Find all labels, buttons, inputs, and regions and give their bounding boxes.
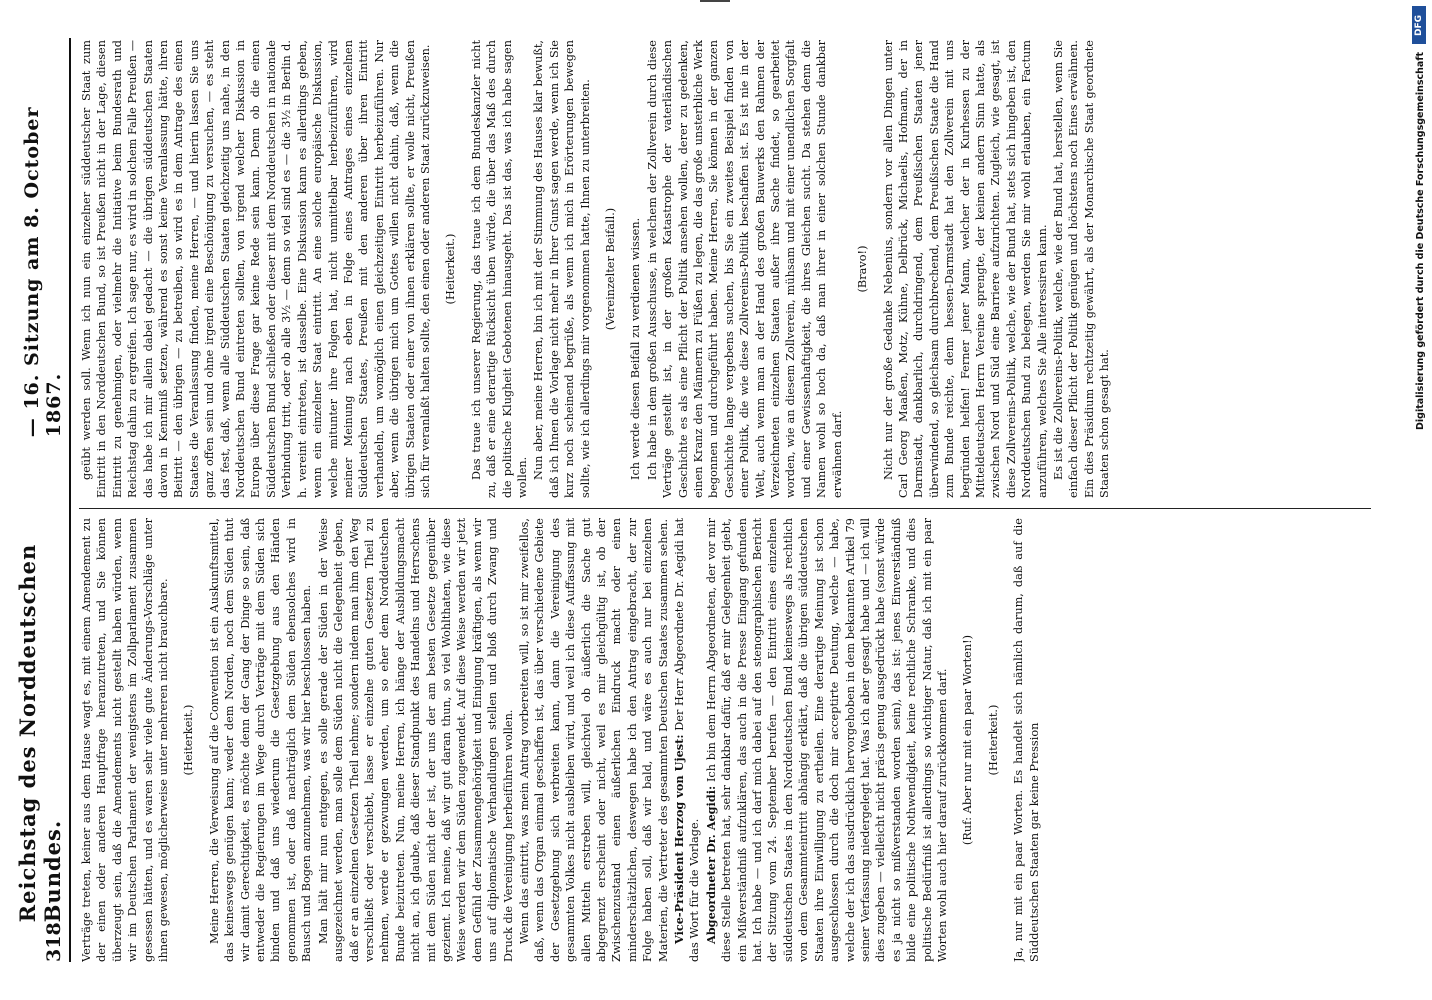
digitization-credit: Digitalisierung gefördert durch die Deutsche Forschungsgemeinschaft bbox=[1415, 52, 1426, 430]
paragraph: Das traue ich unserer Regierung, das traue ich dem Bundeskanzler nicht zu, daß er eine derartige Rücksicht üben würde, die über das Maß des durch die politische Klugheit Gebotenen hinausgeht. Das ist das, was ich habe sagen wollen. bbox=[469, 40, 529, 498]
paragraph: Man hält mir nun entgegen, es solle gerade der Süden in der Weise ausgezeichnet werden, man solle dem Süden nicht die Gelegenheit geben, daß er an einzelnen Gesetzen Theil nehme; sondern indem man ihm den Weg verschließt oder verschiebt, lasse er einzelne guten Gesetzen Theil zu nehmen, werde er gezwungen werden, um so eher dem Norddeutschen Bunde beizutreten. Nun, meine Herren, ich hänge der Ausbildungsmacht nicht an, ich glaube, daß dieser Standpunkt des Handelns und Herrschens mit dem Süden nicht der ist, der uns der am besten Gesetze gegenüber geziemt. Ich meine, daß wir gut daran thun, so viel Wohlthaten, wie diese Weise werden wir dem Süden zugewendet. Auf diese Weise werden wir jetzt dem Gefühl der Zusammengehörigkeit und Einigung kräftigen, als wenn wir uns auf diplomatische Verhandlungen stellen und bloß durch Zwang und Druck die Vereinigung herbeiführen wollen. bbox=[316, 518, 515, 962]
speaker-name: Abgeordneter Dr. Aegidi: bbox=[703, 785, 718, 944]
session-heading: — 16. Sitzung am 8. October 1867. bbox=[21, 106, 65, 438]
page-title: Reichstag des Norddeutschen Bundes. bbox=[15, 543, 65, 923]
stage-direction: (Heiterkeit.) bbox=[444, 233, 458, 305]
page-header bbox=[15, 38, 71, 962]
stage-direction: (Ruf: Aber nur mit ein paar Worten!) bbox=[961, 634, 975, 846]
column-divider bbox=[79, 508, 1371, 509]
page-number: 318 bbox=[43, 922, 65, 962]
paragraph: Meine Herren, die Verweisung auf die Convention ist ein Auskunftsmittel, das keineswegs genügen kann; weder dem Norden, noch dem Süden thut wir damit Gerechtigkeit, es möchte denn der Gang der Dinge so sein, daß entweder die Regierungen im Wege durch Verträge mit dem Süden sich binden und daß uns wiederum die Gesetzgebung aus den Händen genommen ist, oder daß nachträglich dem Süden ebensolches wird in Bausch und Bogen anzunehmen, was wir hier beschlossen haben. bbox=[207, 518, 314, 962]
stage-direction: (Heiterkeit.) bbox=[182, 704, 196, 776]
stage-direction: (Bravo!) bbox=[856, 245, 870, 293]
newspaper-page bbox=[15, 28, 1381, 972]
right-column bbox=[79, 40, 1377, 498]
speaker-name: Vice-Präsident Herzog von Ujest: bbox=[672, 734, 687, 944]
paragraph: Wenn das eintritt, was mein Antrag vorbereiten will, so ist mir zweifellos, daß, wenn das Organ einmal geschaffen ist, das über verschiedene Gebiete der Gesetzgebung sich verbreiten kann, dann die Vereinigung des gesammten Volkes nicht ausbleiben wird, und weil ich diese Auffassung mit allen Mitteln erstreben will, gleichviel ob äußerlich die Sache gut abgegrenzt erscheint oder nicht, weil es mir gleichgültig ist, ob der Zwischenzustand einen äußerlichen Eindruck macht oder einen minderschätzlichen, deswegen habe ich den Antrag eingebracht, der zur Folge haben soll, daß wir bald, und wäre es auch nur bei einzelnen Materien, die Vertreter des gesammten Deutschen Staates zusammen sehen. bbox=[517, 518, 670, 962]
paragraph: Es ist die Zollvereins-Politik, welche, wie der Bund hat, herstellen, wenn Sie einfach dieser Pflicht der Politik genügen und höchstens noch Eines erwähnen. Ein dies Präsidium rechtzeitig gewährt, als der Monarchische Staat geordnete Staaten schon gesagt hat. bbox=[1051, 40, 1112, 498]
paragraph: Vice-Präsident Herzog von Ujest: Der Herr Abgeordnete Dr. Aegidi hat das Wort für die Vorlage. bbox=[672, 518, 702, 962]
paragraph: Ja, nur mit ein paar Worten. Es handelt sich nämlich darum, daß auf die Süddeutschen Staaten gar keine Pression bbox=[1012, 518, 1041, 962]
paragraph: Ich habe in dem großen Ausschusse, in welchem der Zollverein durch diese Verträge gestellt ist, in der großen Katastrophe der vaterländischen Geschichte es als eine Pflicht der Politik ansehen wollen, derer zu gedenken, einen Kranz den Männern zu Füßen zu legen, die das große unsterbliche Werk begonnen und durchgeführt haben. Meine Herren, Sie können in der ganzen Geschichte lange vergebens suchen, bis Sie ein zweites Beispiel finden von einer Politik, die wie diese Zollvereins-Politik beschaffen ist. Es ist nie in der Welt, auch wenn man an der Hand des großen Bauwerks den Rahmen der Verzeichneten einzelnen Staaten außer ihre Sache findet, so gearbeitet worden, wie an diesem Zollverein, mühsam und mit einer unendlichen Sorgfalt und einer Gewissenhaftigkeit, die ihres Gleichen sucht. Da stehen denn die Namen wohl so hoch da, daß man ihrer in einer solchen Stunde dankbar erwähnen darf. bbox=[645, 40, 844, 498]
stage-direction: (Vereinzelter Beifall.) bbox=[604, 207, 617, 331]
paragraph: geübt werden soll. Wenn ich nun ein einzelner süddeutscher Staat zum Eintritt in den Norddeutschen Bund, so ist Preußen nicht in der Lage, diesen Eintritt zu genehmigen, oder vielmehr die Initiative beim Bundesrath und Reichstag dahin zu ergreifen. Ich sage nur, es wird in solchem Falle Preußen — das habe ich mir allein dabei gedacht — die übrigen süddeutschen Staaten davon in Kenntniß setzen, während es sonst keine Veranlassung hätte, ihren Beitritt — den übrigen — zu betreiben, so wird es in dem Antrage des einen Staates die Veranlassung finden, meine Herren, — und hierin lassen Sie uns ganz offen sein und ohne irgend eine Beschönigung zu versuchen, — es steht das fest, daß, wenn alle Süddeutschen Staaten gleichzeitig uns nahe, in den Norddeutschen Bund eintreten sollten, von irgend welcher Diskussion in Europa über diese Frage gar keine Rede sein kann. Denn ob die einen Süddeutschen Bund schließen oder dieser mit dem Norddeutschen in nationale Verbindung tritt, oder ob alle 3½ — denn so viel sind es — die 3½ in Berlin d. h. vereint eintreten, ist dasselbe. Eine Diskussion kann es allerdings geben, wenn ein einzelner Staat eintritt. An eine solche europäische Diskussion, welche mitunter ihre Folgen hat, nicht unmittelbar herbeizuführen, wird meiner Meinung nach eben in Folge eines Antrages eines einzelnen Süddeutschen Staates, Preußen mit den anderen über ihren Eintritt verhandeln, um womöglich einen gleichzeitigen Eintritt herbeizuführen. Nur aber, wenn die übrigen mich um Gottes willen nicht dahin, daß, wenn die übrigen Staaten oder einer von ihnen erklären sollte, er wolle nicht, Preußen sich für veranlaßt halten sollte, den einen oder anderen Staat zurückzuweisen. bbox=[80, 40, 432, 498]
dfg-logo: DFG bbox=[1412, 6, 1426, 44]
paragraph: Nicht nur der große Gedanke Nebenius, sondern vor allen Dingen unter Carl Georg Maaßen, Motz, Kühne, Delbrück, Michaelis, Hofmann, der in Darmstadt, dankbarlich, durchdringend, dem Preußischen Staaten jener überwindend, so gleichsam durchbrechend, dem Preußischen Staate die Hand zum Bunde reichte, denn hessen-Darmstadt hat den Zollverein mit uns begründen helfen! Ferner jener Mann, welcher der in Kurhessen zu der Mitteldeutschen Herrn Vereine sprengte, der keinen andern Sinn hatte, als zwischen Nord und Süd eine Barriere aufzurichten. Zugleich, wie gesagt, ist diese Zollvereins-Politik, welche, wie der Bund hat, stets sich hingeben ist, den Norddeutschen Bund zu belegen, werden Sie mir wohl erlauben, ein Factum anzuführen, welches Sie Alle interessiren kann. bbox=[881, 40, 1049, 498]
paragraph: Nun aber, meine Herren, bin ich mit der Stimmung des Hauses klar bewußt, daß ich Ihnen die Vorlage nicht mehr in Ihrer Gunst sagen werde, wenn ich Sie kurz noch scheinend begrüße, als wenn ich mich in Erörterungen bewegen sollte, wie ich allerdings mir vorgenommen hatte, Ihnen zu unterbreiten. bbox=[532, 40, 592, 498]
digitization-stamp bbox=[1408, 0, 1430, 1000]
paragraph: Abgeordneter Dr. Aegidi: Ich bin dem Herrn Abgeordneten, der vor mir diese Stelle betreten hat, sehr dankbar dafür, daß er mir Gelegenheit giebt, ein Mißverständniß aufzuklären, das auch in die Presse Eingang gefunden hat. Ich habe — und ich darf mich dabei auf den stenographischen Bericht der Sitzung vom 24. September berufen — den Eintritt eines einzelnen süddeutschen Staates in den Norddeutschen Bund keineswegs als rechtlich von dem Gesammteintritt abhängig erklärt, daß die übrigen süddeutschen Staaten ihre Einwilligung zu ertheilen. Eine derartige Meinung ist schon ausgeschlossen durch die doch mir acceptirte Deutung, welche — habe, welche der ich das ausdrücklich hervorgehoben in dem bekannten Artikel 79 seiner Verfassung niedergelegt hat. Was ich aber gesagt habe und — ich will dies zugeben — vielleicht nicht präcis genug ausgedrückt habe (sonst würde es ja nicht so mißverstanden worden sein), das ist: jenes Einverständniß bilde eine politische Nothwendigkeit, keine rechtliche Schranke, und dies politische Bedürfniß ist allerdings so wichtiger Natur, daß ich mit ein paar Worten wohl auch hier darauf zurückkommen darf. bbox=[703, 518, 949, 962]
paragraph: Ich werde diesen Beifall zu verdienen wissen. bbox=[629, 217, 643, 480]
left-column bbox=[79, 518, 1377, 962]
scan-top-mark bbox=[700, 0, 730, 6]
paragraph: Verträge treten, keiner aus dem Hause wagt es, mit einem Amendement zu der einen oder anderen Hauptfrage heranzutreten, und Sie können überzeugt sein, daß die Amendements nicht gestellt haben würden, wenn wir im Deutschen Parlament der wenigstens im Zollparlament zusammen gesessen hätten, und es waren sehr viele gute Änderungs-Vorschläge unter ihnen gewesen, möglicherweise unter mehreren nicht brauchbare. bbox=[80, 518, 171, 962]
stage-direction: (Heiterkeit.) bbox=[986, 704, 1000, 776]
